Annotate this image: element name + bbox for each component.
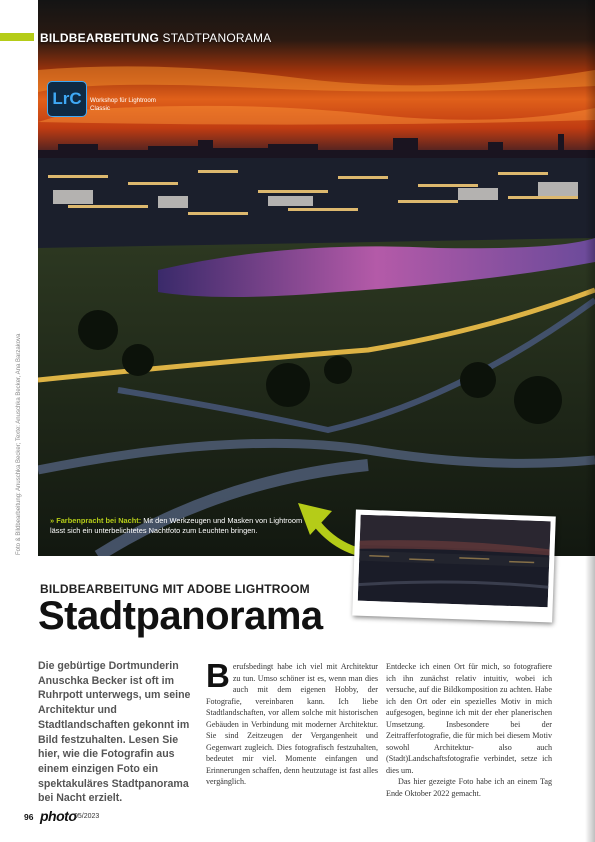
article-kicker: BILDBEARBEITUNG MIT ADOBE LIGHTROOM bbox=[40, 582, 310, 596]
page-number: 96 bbox=[24, 812, 34, 822]
section-title-light: STADTPANORAMA bbox=[162, 31, 272, 45]
section-header bbox=[40, 31, 271, 45]
body-paragraph: Das hier gezeigte Foto habe ich an einem Tag Ende Oktober 2022 gemacht. bbox=[386, 777, 552, 799]
section-title-bold: BILDBEARBEITUNG bbox=[40, 31, 159, 45]
body-paragraph: erufsbedingt habe ich viel mit Architektur zu tun. Umso schöner ist es, wenn man dies auch mit dem eigenen Hobby, der Fotografie, vereinbaren kann. Ich liebe Stadtlandschaften, vor allem solche mit historischen Gebäuden in Verbindung mit moderner Architektur. Sie sind Zeitzeugen der Vergangenheit und Gegenwart zugleich. Dies fotografisch festzuhalten, bedeutet mir viel. Momente einfangen und Erinnerungen schaffen, denn heutzutage ist fast alles vergänglich. bbox=[206, 662, 378, 787]
caption-text: Mit den Werkzeugen und Masken von Lightroom lässt sich ein unterbelichtetes Nachtfoto zum Leuchten bringen. bbox=[50, 516, 303, 535]
hero-photo bbox=[38, 0, 595, 556]
body-column-1 bbox=[206, 657, 378, 788]
page-edge-shadow bbox=[585, 0, 595, 842]
body-column-2 bbox=[386, 661, 552, 800]
photo-credit: Foto & Bildbearbeitung: Anuschka Becker; Texte: Anuschka Becker, Ana Barzakova bbox=[16, 333, 22, 555]
workshop-label: Workshop für Lightroom Classic bbox=[90, 97, 156, 112]
before-photo-inset bbox=[352, 510, 556, 623]
article-title: Stadtpanorama bbox=[38, 594, 323, 638]
article-intro: Die gebürtige Dortmunderin Anuschka Becker ist oft im Ruhrpott unterwegs, um seine Architektur und Stadtlandschaften gekonnt im Bild festzuhalten. Lesen Sie hier, wie die Fotografin aus einem einzigen Foto ein spektakuläres Stadtpanorama bei Nacht erzielt. bbox=[38, 660, 191, 805]
caption-lead: Farbenpracht bei Nacht: bbox=[56, 516, 142, 525]
issue-number: 05/2023 bbox=[74, 813, 100, 820]
drop-cap: B bbox=[206, 657, 230, 694]
section-accent-bar bbox=[0, 33, 34, 41]
photo-caption bbox=[50, 516, 310, 536]
caption-marker: » bbox=[50, 516, 55, 525]
body-paragraph: Entdecke ich einen Ort für mich, so fotografiere ich ihn zunächst relativ intuitiv, wobei ich versuche, auf die Bildkomposition zu achten. Habe ich den Ort oder ein spezielles Motiv in mich aufgesogen, beginne ich mit der eher planerischen Umsetzung. Insbesondere bei der Zeitrafferfotografie, die für mich bei diesem Motiv sowohl Architektur- also auch (Stadt)Landschaftsfotografie verbindet, setze ich dies um. bbox=[386, 662, 552, 775]
night-cityscape-image bbox=[38, 0, 595, 556]
lightroom-classic-logo: LrC bbox=[47, 81, 87, 117]
magazine-logo: photo bbox=[40, 808, 77, 824]
unprocessed-photo bbox=[358, 515, 551, 608]
